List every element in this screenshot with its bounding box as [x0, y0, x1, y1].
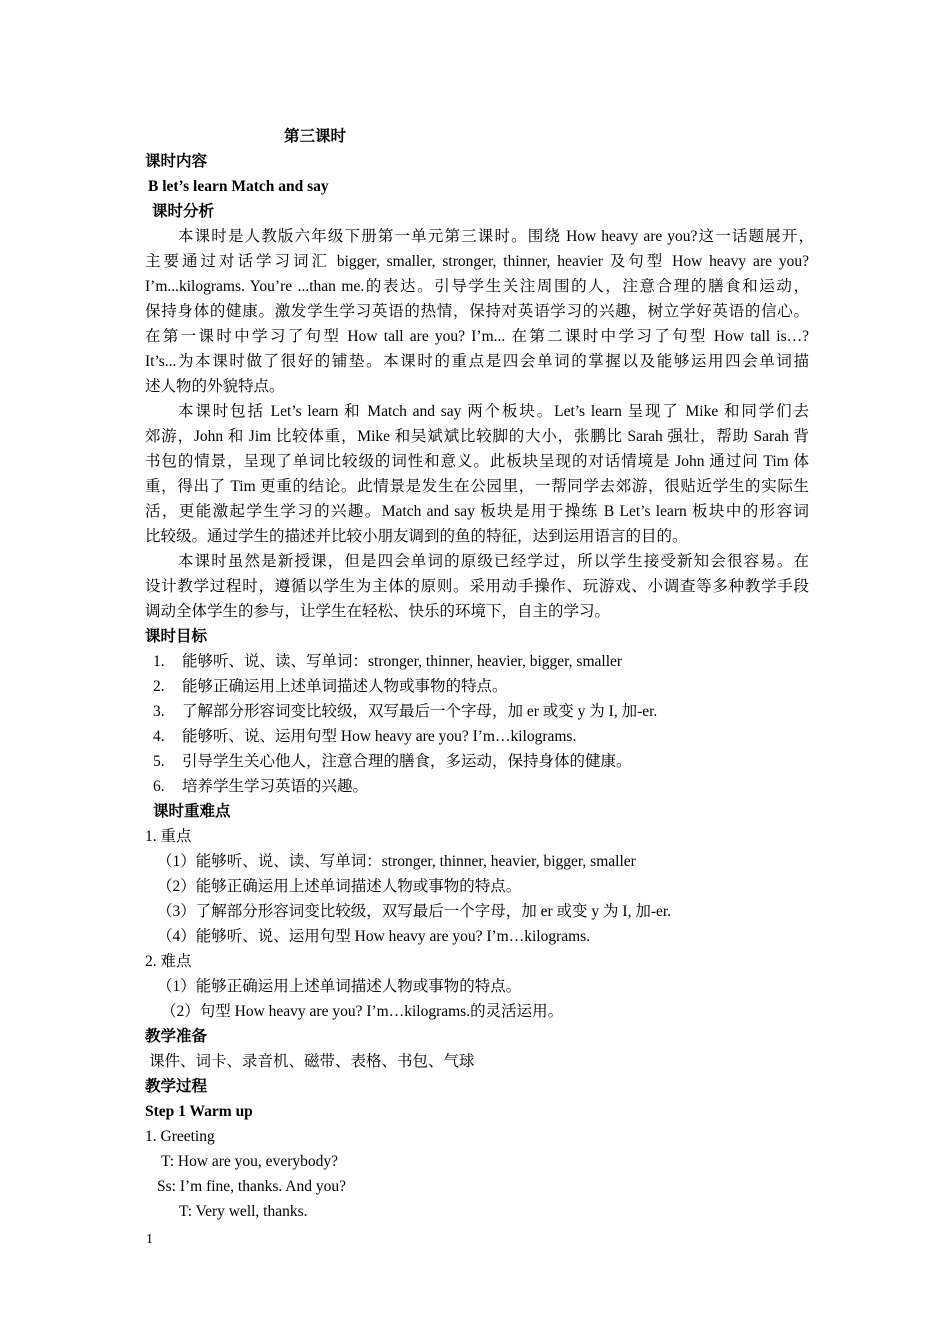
difficulty-item: （2）句型 How heavy are you? I’m…kilograms.的灵活运用。 — [161, 1003, 564, 1020]
objective-number: 6. — [153, 778, 165, 795]
analysis-line: 活，更能激起学生学习的兴趣。Match and say 板块是用于操练 B Let’s learn 板块中的形容词 — [145, 503, 809, 520]
page-title: 第三课时 — [284, 128, 347, 145]
focus-item: （4）能够听、说、运用句型 How heavy are you? I’m…kilograms. — [157, 928, 591, 945]
analysis-line: 在第一课时中学习了句型 How tall are you? I’m... 在第二课时中学习了句型 How tall is…? — [145, 328, 809, 345]
focus-label: 1. 重点 — [145, 828, 192, 845]
objective-item — [153, 699, 657, 724]
objective-text: 培养学生学习英语的兴趣。 — [182, 778, 369, 795]
objective-text: 引导学生关心他人，注意合理的膳食，多运动，保持身体的健康。 — [182, 753, 632, 770]
analysis-heading: 课时分析 — [152, 203, 215, 220]
step-heading: Step 1 Warm up — [145, 1103, 253, 1120]
objective-item — [153, 774, 368, 799]
objectives-heading: 课时目标 — [145, 628, 208, 645]
preparation-text: 课件、词卡、录音机、磁带、表格、书包、气球 — [149, 1053, 475, 1070]
objective-number: 3. — [153, 703, 165, 720]
analysis-line: 本课时包括 Let’s learn 和 Match and say 两个板块。Let’s learn 呈现了 Mike 和同学们去 — [178, 403, 809, 420]
objective-number: 5. — [153, 753, 165, 770]
content-subheading: B let’s learn Match and say — [148, 178, 329, 195]
keypoints-heading: 课时重难点 — [153, 803, 231, 820]
difficulty-label: 2. 难点 — [145, 953, 192, 970]
difficulty-item: （1）能够正确运用上述单词描述人物或事物的特点。 — [157, 978, 522, 995]
focus-item: （2）能够正确运用上述单词描述人物或事物的特点。 — [157, 878, 522, 895]
analysis-line: 重，得出了 Tim 更重的结论。此情景是发生在公园里，一帮同学去郊游，很贴近学生的实际生 — [145, 478, 809, 495]
analysis-line: I’m...kilograms. You’re ...than me.的表达。引导学生关注周围的人，注意合理的膳食和运动， — [145, 278, 809, 295]
analysis-line: 主要通过对话学习词汇 bigger, smaller, stronger, thinner, heavier 及句型 How heavy are you? — [145, 253, 809, 270]
step-sub-heading: 1. Greeting — [145, 1128, 215, 1145]
objective-text: 能够正确运用上述单词描述人物或事物的特点。 — [182, 678, 508, 695]
analysis-line: 比较级。通过学生的描述并比较小朋友调到的鱼的特征，达到运用语言的目的。 — [145, 528, 688, 545]
analysis-line: 调动全体学生的参与，让学生在轻松、快乐的环境下，自主的学习。 — [145, 603, 611, 620]
analysis-line: 郊游，John 和 Jim 比较体重，Mike 和吴斌斌比较脚的大小，张鹏比 Sarah 强壮，帮助 Sarah 背 — [145, 428, 809, 445]
analysis-line: 设计教学过程时，遵循以学生为主体的原则。采用动手操作、玩游戏、小调查等多种教学手段 — [145, 578, 809, 595]
analysis-line: 本课时虽然是新授课，但是四会单词的原级已经学过，所以学生接受新知会很容易。在 — [178, 553, 809, 570]
analysis-line: 本课时是人教版六年级下册第一单元第三课时。围绕 How heavy are you?这一话题展开， — [178, 228, 814, 245]
objective-number: 1. — [153, 653, 165, 670]
objective-item — [153, 724, 576, 749]
dialogue-line: T: Very well, thanks. — [179, 1203, 308, 1220]
analysis-line: 述人物的外貌特点。 — [145, 378, 285, 395]
dialogue-line: T: How are you, everybody? — [161, 1153, 338, 1170]
process-heading: 教学过程 — [145, 1078, 208, 1095]
objective-text: 能够听、说、运用句型 How heavy are you? I’m…kilograms. — [182, 728, 577, 745]
focus-item: （3）了解部分形容词变比较级，双写最后一个字母，加 er 或变 y 为 I, 加-er. — [157, 903, 672, 920]
objective-number: 2. — [153, 678, 165, 695]
analysis-line: It’s...为本课时做了很好的铺垫。本课时的重点是四会单词的掌握以及能够运用四会单词描 — [145, 353, 809, 370]
focus-item: （1）能够听、说、读、写单词：stronger, thinner, heavier, bigger, smaller — [157, 853, 636, 870]
objective-number: 4. — [153, 728, 165, 745]
content-heading: 课时内容 — [145, 153, 208, 170]
analysis-line: 保持身体的健康。激发学生学习英语的热情，保持对英语学习的兴趣，树立学好英语的信心。 — [145, 303, 809, 320]
objective-item — [153, 649, 622, 674]
objective-text: 了解部分形容词变比较级，双写最后一个字母，加 er 或变 y 为 I, 加-er. — [182, 703, 658, 720]
analysis-line: 书包的情景，呈现了单词比较级的词性和意义。此板块呈现的对话情境是 John 通过问 Tim 体 — [145, 453, 809, 470]
preparation-heading: 教学准备 — [145, 1028, 208, 1045]
objective-text: 能够听、说、读、写单词：stronger, thinner, heavier, bigger, smaller — [182, 653, 623, 670]
objective-item — [153, 749, 632, 774]
objective-item — [153, 674, 508, 699]
dialogue-line: Ss: I’m fine, thanks. And you? — [157, 1178, 346, 1195]
page-number: 1 — [146, 1232, 153, 1247]
